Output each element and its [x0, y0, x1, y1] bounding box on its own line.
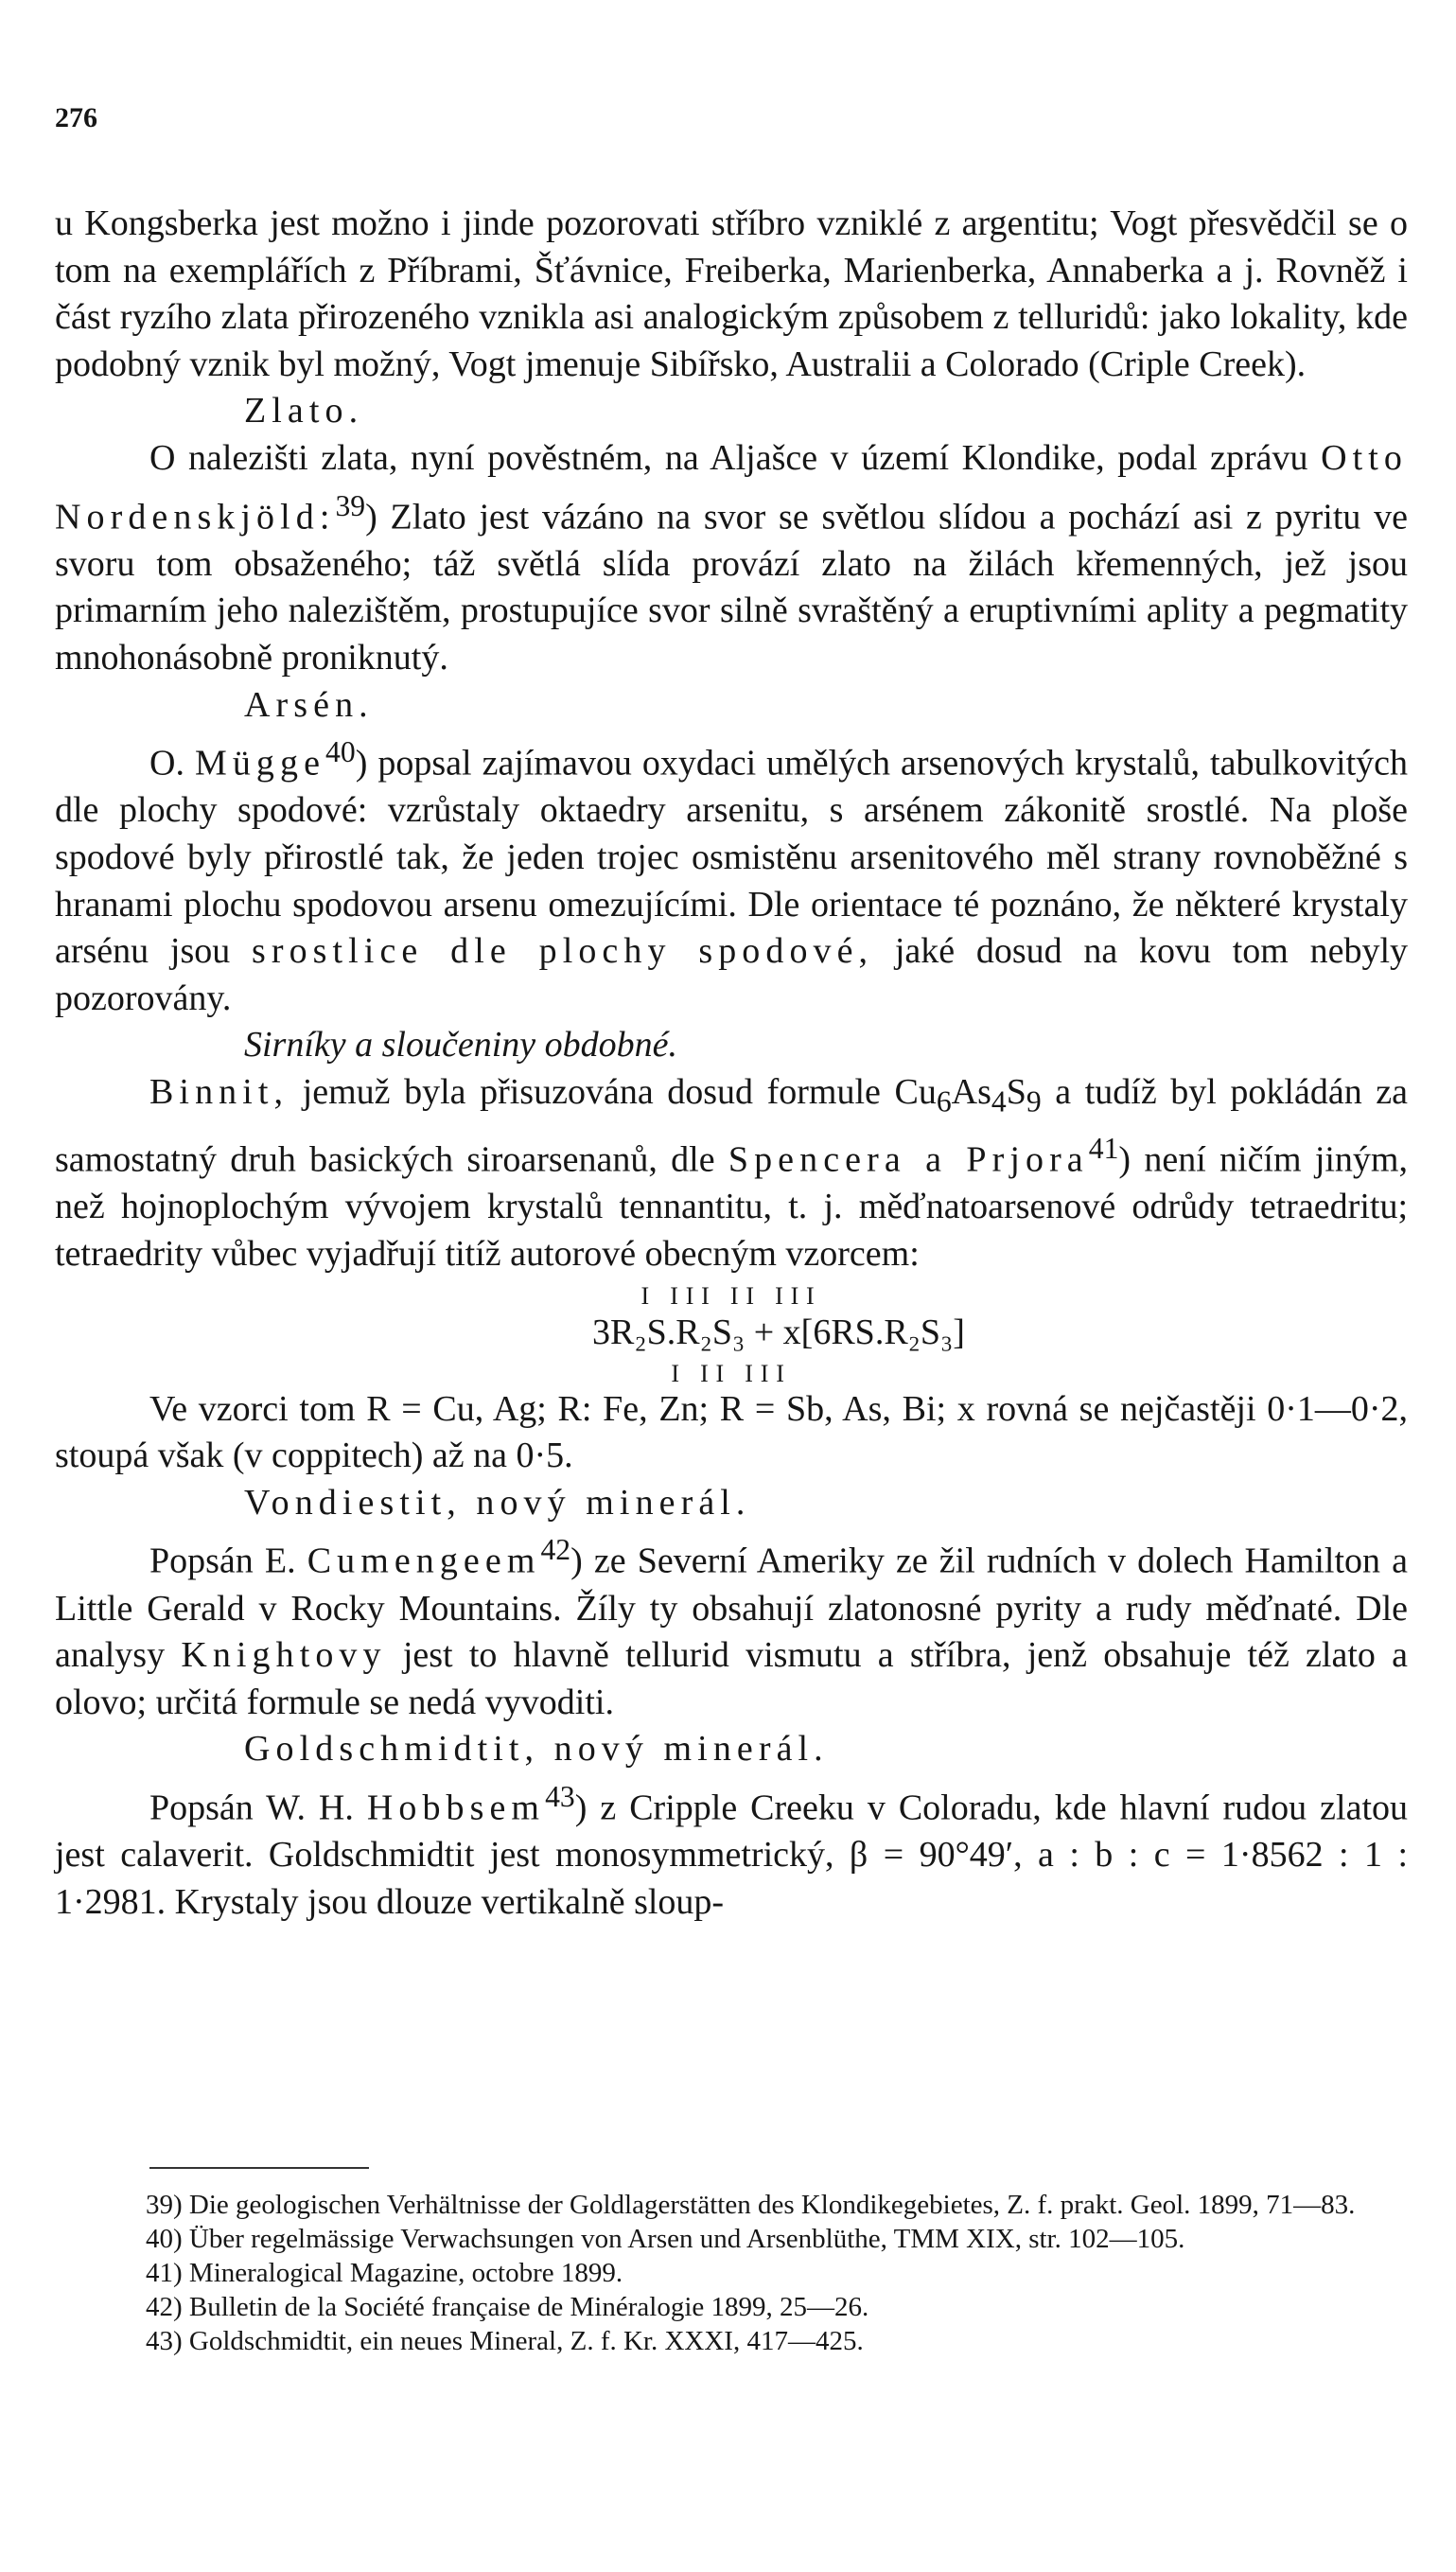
footnote-ref: 42	[540, 1533, 571, 1567]
page-number: 276	[55, 102, 97, 133]
author-name: Spencera a Prjora	[728, 1139, 1089, 1180]
author-name: Mügge	[194, 743, 326, 784]
footnote: 41) Mineralogical Magazine, octobre 1899.	[146, 2258, 623, 2288]
footnote-ref: 39	[335, 488, 366, 522]
author-name: Otto Nordenskjöld:	[55, 437, 1409, 537]
author-name: Cumengeem	[307, 1541, 541, 1582]
footnote-ref: 41	[1088, 1132, 1119, 1166]
footnote: 42) Bulletin de la Société française de Minéralogie 1899, 25—26.	[146, 2292, 869, 2322]
footnotes	[55, 2188, 1408, 2358]
footnote-ref: 43	[545, 1780, 575, 1814]
footnote: 39) Die geologischen Verhältnisse der Goldlagerstätten des Klondikegebietes, Z. f. prakt. Geol. 1899, 71—83.	[146, 2190, 1356, 2220]
footnote: 40) Über regelmässige Verwachsungen von Arsen und Arsenblüthe, TMM XIX, str. 102—105.	[146, 2224, 1185, 2254]
paragraph: O nalezišti zlata, nyní pověstném, na Aljašce v území Klondike, podal zprávu Otto Nordenskjöld:$^{39}$) Zlato jest vázáno na svor se světlou slídou a pochází asi z pyritu ve svoru tom obsaženého; táž světlá slída provází zlato na žilách křemenných, jež jsou primarním jeho nalezištěm, prostupujíce svor silně svraštěný a eruptivními aplity a pegmatity mnohonásobně proniknutý.	[55, 437, 1409, 678]
paragraph: Popsán W. H. Hobbsem$^{43}$) z Cripple Creeku v Coloradu, kde hlavní rudou zlatou jest calaverit. Goldschmidtit jest monosymmetrický, β = 90°49′, a : b : c = 1·8562 : 1 : 1·2981. Krystaly jsou dlouze vertikalně sloup-	[55, 1780, 1409, 1922]
footnote-ref: 40	[325, 735, 356, 769]
formula-valence-marks: I II III	[671, 1359, 792, 1387]
paragraph: Ve vzorci tom R = Cu, Ag; R: Fe, Zn; R = Sb, As, Bi; x rovná se nejčastěji 0·1—0·2, stoupá však (v coppitech) až na 0·5.	[55, 1388, 1408, 1476]
section-heading-zlato: Zlato.	[244, 391, 364, 432]
paragraph: O. Mügge$^{40}$) popsal zajímavou oxydaci umělých arsenových krystalů, tabulkovitých dle plochy spodové: vzrůstaly oktaedry arsenitu, s arsénem zákonitě srostlé. Na ploše spodové byly přirostlé tak, že jeden trojec osmistěnu arsenitového měl strany rovnoběžné s hranami plochu spodovou arsenu omezujícími. Dle orientace té poznáno, že některé krystaly arsénu jsou srostlice dle plochy spodové, jaké dosud na kovu tom nebyly pozorovány.	[55, 735, 1409, 1018]
paragraph: Popsán E. Cumengeem$^{42}$) ze Severní Ameriky ze žil rudních v dolech Hamilton a Little Gerald v Rocky Mountains. Žíly ty obsahují zlatonosné pyrity a rudy měďnaté. Dle analysy Knightovy jest to hlavně tellurid vismutu a stříbra, jenž obsahuje též zlato a olovo; určitá formule se nedá vyvoditi.	[55, 1533, 1408, 1722]
author-name: Hobbsem	[366, 1788, 546, 1828]
paragraph: Binnit, jemuž byla přisuzována dosud formule $Cu_6As_4S_9$ a tudíž byl pokládán za samostatný druh basických siroarsenanů, dle Spencera a Prjora$^{41}$) není ničím jiným, než hojnoplochým vývojem krystalů tennantitu, t. j. měďnatoarsenové odrůdy tetraedritu; tetraedrity vůbec vyjadřují titíž autorové obecným vzorcem:	[55, 1072, 1409, 1275]
body-text	[55, 201, 1408, 1926]
footnote: 43) Goldschmidtit, ein neues Mineral, Z. f. Kr. XXXI, 417—425.	[146, 2326, 864, 2356]
author-name: Knightovy	[181, 1635, 387, 1676]
footnote-divider	[149, 2167, 369, 2169]
formula-valence-marks: I III II III	[640, 1281, 822, 1310]
section-heading-goldschmidtit: Goldschmidtit, nový minerál.	[244, 1729, 829, 1770]
section-heading-sirniky: Sirníky a sloučeniny obdobné.	[244, 1025, 678, 1066]
mineral-name: Binnit,	[149, 1072, 289, 1112]
paragraph: u Kongsberka jest možno i jinde pozorovati stříbro vzniklé z argentitu; Vogt přesvědčil se o tom na exemplářích z Příbrami, Šťávnice, Freiberka, Marienberka, Annaberka a j. Rovněž i část ryzího zlata přirozeného vznikla asi analogickým způsobem z telluridů: jako lokality, kde podobný vznik byl možný, Vogt jmenuje Sibířsko, Australii a Colorado (Criple Creek).	[55, 203, 1408, 384]
section-heading-vondiestit: Vondiestit, nový minerál.	[244, 1482, 751, 1523]
spaced-emphasis: srostlice dle plochy spodové,	[251, 931, 874, 972]
formula: 3R₂S.R₂S₃ + x[6RS.R₂S₃]	[592, 1312, 965, 1352]
section-heading-arsen: Arsén.	[244, 684, 374, 725]
